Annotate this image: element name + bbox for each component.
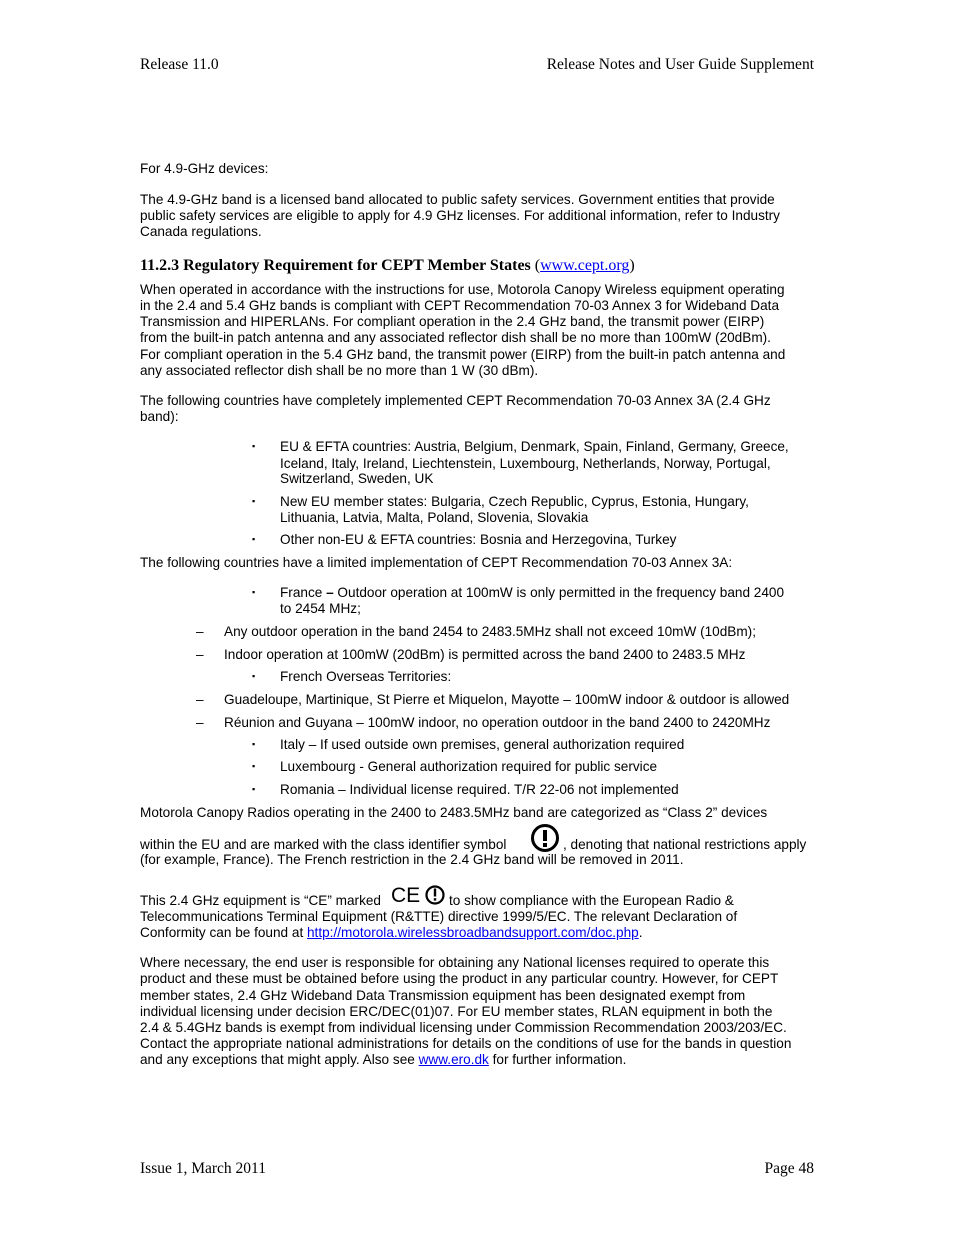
declaration-link[interactable]: http://motorola.wirelessbroadbandsupport.com/doc.php xyxy=(307,925,639,940)
list-item-eu-efta-1: EU & EFTA countries: Austria, Belgium, Denmark, Spain, Finland, Germany, Greece, xyxy=(280,439,789,454)
para2-line-1: The following countries have completely implemented CEPT Recommendation 70-03 Annex 3A (2.4 GHz xyxy=(140,393,771,408)
para1-line-3: Transmission and HIPERLANs. For compliant operation in the 2.4 GHz band, the transmit power (EIRP) xyxy=(140,314,765,329)
para6-line-6: Contact the appropriate national administrations for details on the conditions of use for the bands in question xyxy=(140,1036,792,1051)
para1-line-1: When operated in accordance with the instructions for use, Motorola Canopy Wireless equipment operating xyxy=(140,282,785,297)
ce-mark-text: CE xyxy=(391,884,421,906)
section-heading-paren-open: ( xyxy=(534,257,541,274)
section-heading-paren-close: ) xyxy=(629,257,635,274)
header-left: Release 11.0 xyxy=(140,56,219,73)
dash-marker: – xyxy=(196,692,204,707)
list-item-new-eu-1: New EU member states: Bulgaria, Czech Republic, Cyprus, Estonia, Hungary, xyxy=(280,494,749,509)
bullet: ▪ xyxy=(252,496,256,506)
section-heading-row xyxy=(140,257,635,275)
bullet: ▪ xyxy=(252,671,256,681)
list-item-france-1 xyxy=(280,585,820,601)
para5-line-3-text: Conformity can be found at xyxy=(140,925,307,940)
footer-right: Page 48 xyxy=(764,1160,814,1177)
para5-line-1b: to show compliance with the European Radio & xyxy=(449,893,734,908)
list-item-eu-efta-2: Iceland, Italy, Ireland, Liechtenstein, Luxembourg, Netherlands, Norway, Portugal, xyxy=(280,456,771,471)
para4-line-1: Motorola Canopy Radios operating in the 2400 to 2483.5MHz band are categorized as “Class 2” devices xyxy=(140,805,768,820)
france-label: France xyxy=(280,585,327,600)
dash-item-indoor: Indoor operation at 100mW (20dBm) is permitted across the band 2400 to 2483.5 MHz xyxy=(224,647,746,662)
para5-line-3-end: . xyxy=(638,925,643,940)
list-item-france-2: to 2454 MHz; xyxy=(280,601,361,616)
para6-line-7-text: and any exceptions that might apply. Also see xyxy=(140,1052,419,1067)
para6-line-2: product and these must be obtained before using the product in any particular country. However, for CEPT xyxy=(140,971,779,986)
ero-link[interactable]: www.ero.dk xyxy=(418,1052,489,1067)
section-heading: 11.2.3 Regulatory Requirement for CEPT Member States xyxy=(140,257,531,274)
intro-label: For 4.9-GHz devices: xyxy=(140,161,269,176)
para6-line-5: 2.4 & 5.4GHz bands is exempt from individual licensing under Commission Recommendation 2003/203/EC. xyxy=(140,1020,787,1035)
dash-marker: – xyxy=(196,647,204,662)
para1-line-2: in the 2.4 and 5.4 GHz bands is compliant with CEPT Recommendation 70-03 Annex 3 for Wideband Data xyxy=(140,298,780,313)
list-item-luxembourg: Luxembourg - General authorization required for public service xyxy=(280,759,658,774)
para6-line-4: individual licensing under decision ERC/DEC(01)07. For EU member states, RLAN equipment in both the xyxy=(140,1004,773,1019)
list-item-italy: Italy – If used outside own premises, general authorization required xyxy=(280,737,685,752)
dash-item-guadeloupe: Guadeloupe, Martinique, St Pierre et Miquelon, Mayotte – 100mW indoor & outdoor is allowed xyxy=(224,692,790,707)
list-item-eu-efta-3: Switzerland, Sweden, UK xyxy=(280,471,434,486)
para1-line-6: any associated reflector dish shall be no more than 1 W (30 dBm). xyxy=(140,363,539,378)
para6-line-3: member states, 2.4 GHz Wideband Data Transmission equipment has been designated exempt from xyxy=(140,988,746,1003)
header-right: Release Notes and User Guide Supplement xyxy=(546,56,814,73)
bullet: ▪ xyxy=(252,534,256,544)
para5-line-1a: This 2.4 GHz equipment is “CE” marked xyxy=(140,893,381,908)
para4-line-2b: , denoting that national restrictions apply xyxy=(563,837,807,852)
para6-line-7 xyxy=(140,1052,626,1068)
para4-line-3: (for example, France). The French restriction in the 2.4 GHz band will be removed in 2011. xyxy=(140,852,684,867)
bullet: ▪ xyxy=(252,739,256,749)
para1-line-4: from the built-in patch antenna and any associated reflector dish shall be no more than 100mW (20dBm). xyxy=(140,330,771,345)
france-dash: – xyxy=(326,585,334,600)
bullet: ▪ xyxy=(252,761,256,771)
intro-line-2: public safety services are eligible to apply for 4.9 GHz licenses. For additional information, refer to Industry xyxy=(140,208,780,223)
para6-line-7-end: for further information. xyxy=(488,1052,627,1067)
list-item-non-eu: Other non-EU & EFTA countries: Bosnia and Herzegovina, Turkey xyxy=(280,532,677,547)
bullet: ▪ xyxy=(252,441,256,451)
dash-item-outdoor: Any outdoor operation in the band 2454 to 2483.5MHz shall not exceed 10mW (10dBm); xyxy=(224,624,756,639)
intro-line-1: The 4.9-GHz band is a licensed band allocated to public safety services. Government entities that provide xyxy=(140,192,775,207)
list-item-romania: Romania – Individual license required. T/R 22-06 not implemented xyxy=(280,782,679,797)
class-2-alert-icon xyxy=(530,823,560,853)
france-text: Outdoor operation at 100mW is only permitted in the frequency band 2400 xyxy=(333,585,785,600)
para3: The following countries have a limited implementation of CEPT Recommendation 70-03 Annex 3A: xyxy=(140,555,733,570)
cept-link[interactable]: www.cept.org xyxy=(540,257,630,274)
bullet: ▪ xyxy=(252,587,256,597)
para2-line-2: band): xyxy=(140,409,179,424)
dash-marker: – xyxy=(196,624,204,639)
bullet: ▪ xyxy=(252,784,256,794)
para5-line-2: Telecommunications Terminal Equipment (R&TTE) directive 1999/5/EC. The relevant Declaration of xyxy=(140,909,738,924)
dash-item-reunion: Réunion and Guyana – 100mW indoor, no operation outdoor in the band 2400 to 2420MHz xyxy=(224,715,771,730)
ce-mark-icon xyxy=(391,884,445,906)
para5-line-3 xyxy=(140,925,643,941)
list-item-french-territories: French Overseas Territories: xyxy=(280,669,452,684)
para1-line-5: For compliant operation in the 5.4 GHz band, the transmit power (EIRP) from the built-in patch antenna and xyxy=(140,347,786,362)
para4-line-2a: within the EU and are marked with the class identifier symbol xyxy=(140,837,507,852)
footer-left: Issue 1, March 2011 xyxy=(140,1160,266,1177)
dash-marker: – xyxy=(196,715,204,730)
intro-line-3: Canada regulations. xyxy=(140,224,262,239)
para6-line-1: Where necessary, the end user is responsible for obtaining any National licenses required to operate this xyxy=(140,955,770,970)
list-item-new-eu-2: Lithuania, Latvia, Malta, Poland, Slovenia, Slovakia xyxy=(280,510,589,525)
